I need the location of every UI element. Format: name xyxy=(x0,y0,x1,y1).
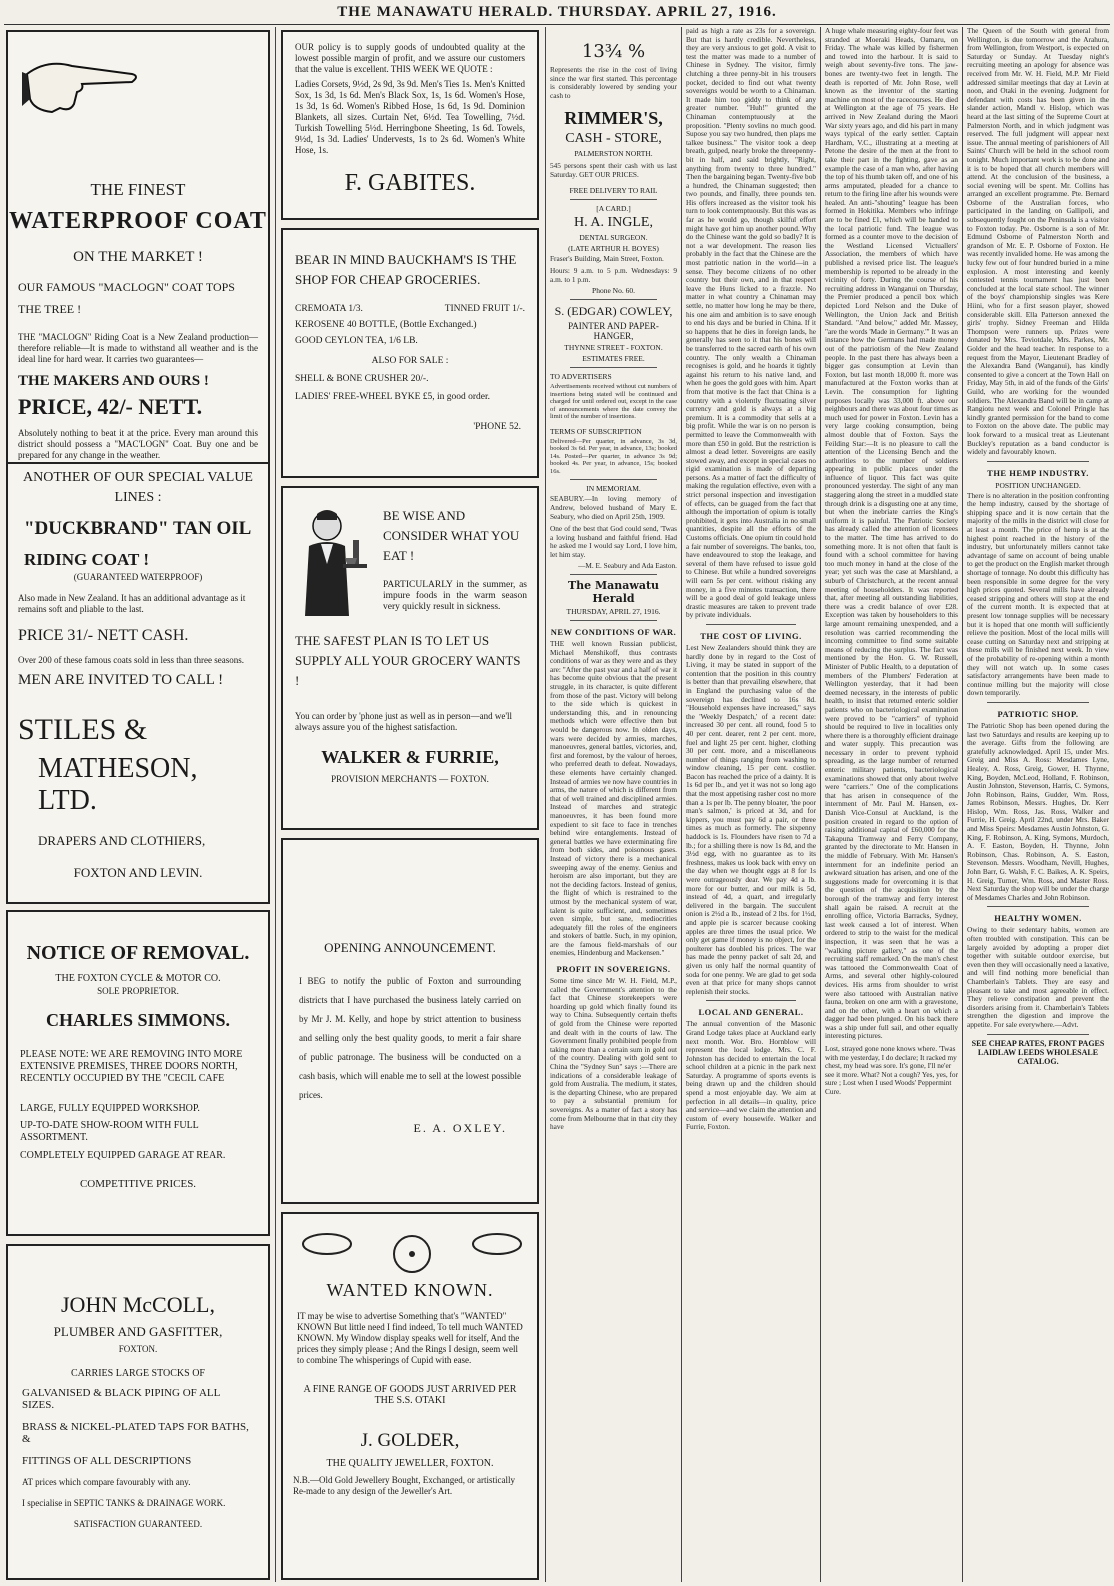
heading-patriotic-shop: PATRIOTIC SHOP. xyxy=(997,708,1079,719)
column-3 xyxy=(550,27,677,1582)
subscription-body: Delivered—Per quarter, in advance, 3s 3d, booked 3s 6d. Per year, in advance, 13s; booked 14s. Posted—Per quarter, in advance 3s 9d; booked 4s. Per year, in advance, 15s; booked 16s. xyxy=(550,437,677,475)
peppermint-poem: Lost, strayed gone none knows where. 'Twas with me yesterday, I do declare; It racked my chest, my head was sore. It's gone, I'll ne'er see it more. What? Not a cough? Yes, yes, for sure ; Lost when I used Woods' Peppermint Cure. xyxy=(825,1044,958,1097)
advertisers-body: Advertisements received without cut numbers of insertions being stated will be continued and charged for until ordered out, except in the case of announcements where the date convey the limit of the number of insertions. xyxy=(550,383,677,421)
duckbrand-body: Also made in New Zealand. It has an additional advantage as it remains soft and pliable to the last. xyxy=(18,593,246,614)
golder-nb: N.B.—Old Gold Jewellery Bought, Exchanged, or artistically Re-made to any design of the Jeweller's Art. xyxy=(293,1475,515,1496)
oxley-title: OPENING ANNOUNCEMENT. xyxy=(324,940,496,955)
column-4 xyxy=(686,27,816,1582)
cowley-trade: PAINTER AND PAPER-HANGER, xyxy=(568,321,659,342)
firm-name-1: STILES & xyxy=(18,713,148,746)
guaranteed-line: (GUARANTEED WATERPROOF) xyxy=(73,572,203,582)
firm-name-2: MATHESON, LTD. xyxy=(38,753,198,816)
article-patriotic: The Patriotic Shop has been opened during the last two Saturdays and results are keeping up to the average. Gifts from the following are gratefully acknowledged. April 15, under Mrs. Greig and Miss A. Ross: Mesdames Lyne, Healey, A. Ross, Greig, Gower, H. Thynne, King, Boyden, McLeod, Holland, F. Robinson, Austin Johnston, Stevenson, Harris, C. Symons, John Robinson, Rains, Gudder, Wm. Ross, James Robinson, Messrs. Hughes, Dr. Kerr Hislop, Wm. Ross, Jas. Ross, Walker and Furrie, H. Greig. April 22nd, under Mrs. Baker and Miss Speirs: Mesdames Austin Johnston, G. King, F. Robinson, A. King, Symons, Murdoch, A. F. Easton, Boyden, H. Thynne, John Robinson, Chas. Robinson, A. S. Easton, Stevenson. Messrs. Woodham, Nevill, Hughes, John Barr, G. Walsh, F. C. Baikes, A. K. Speirs, H. Greig, Turner, Wm. Ross, and Master Ross. Next Saturday the shop will be under the charge of Mesdames Charles and John Robinson. xyxy=(967,720,1109,902)
mccoll-line-4: FITTINGS OF ALL DESCRIPTIONS xyxy=(22,1455,192,1467)
column-rule xyxy=(962,27,963,1582)
article-local-continued: A huge whale measuring eighty-four feet was stranded at Moeraki Heads, Oamaru, on Friday. The whale was killed by fishermen and towed into the harbour. It is said to weigh about seventy-five tons. The jaw-bones are twenty-two feet in length. The death is reported of Mr. John Rose, well known as the inventor of the starting machine on most of the racecourses. He died at Wellington at the age of 75 years. He arrived in New Zealand during the Maori War sixty years ago, and did his part in many ways typical of the early settler. Captain Hardham, V.C., illustrating at a meeting at Petone the desire of the men at the front to take their part in the fighting, gave as an example the case of a man who, after having the top of his thumb taken off, and one of his arms amputated, pleaded for a chance to return to the firing line after his wounds were healed. An anti-"shouting" league has been formed in Hokitika. Members who infringe are to be fined £1, which will be handed to the local patriotic fund. The league was formed as a counter move to the decision of the Westland Licensed Victuallers' Association, the members of which have published a revised price list. The league's membership is reported to be already in the vicinity of forty. During the course of his recruiting address in Wanganui on Thursday, the Premier produced a pencil box which depicted Lord Nelson and the Duke of Wellington, the Union Jack and British Standard. "And below," added Mr. Massey, "are the words 'Made in Germany.'" It was an instance how the Germans had made money out of the patriotism of the New Zealand people. In the past there has always been a bigger gas consumption at Levin than Foxton, but last month 18,000 ft. more was manufactured at the Foxton works than at Levin. The consumption for lighting purposes locally was 33,000 ft. above our neighbours and there was about four times as much used for power in Foxton. Levin has a very large cooking consumption, being almost double that of Foxton. Says the Feilding Star:—It is no pleasure to call the attention of the Licensing Bench and the authorities to the number of soldiers appearing in public places under the influence of liquor. This fact was quite pronounced yesterday. The sight of any man staggering along the street in a muddled state through drink is a disgusting one at any time, but when the inebriate carries the King's uniform it is painful. The Patriotic Society has already called the attention of licensees to the matter. The time has arrived to do something more. It is not often that fault is found with a school committee for having too much money in hand at the close of the year; yet such was the case at Marshland, a suburb of Christchurch, at the recent annual meeting of householders. It was reported that, after meeting all outstanding liabilities, there was a credit balance of over £28. Exception was taken by householders to this large amount remaining unexpended, and a resolution was carried recommending the incoming committee to find some suitable means of reducing the surplus. The fact was mentioned by the Hon. G. W. Russell, Minister of Public Health, to a deputation of members of the Plumbers' Federation at Wellington yesterday, that it had been deemed necessary, in the interests of public health, to insist that returned enteric soldier patients who on bacteriological examination were proved to be "carriers" of typhoid should be required to live in localities only where there is a thoroughly efficient drainage and water supply. This precaution was necessary in order to prevent typhoid spreading, as the large number of returned enteric military patients, bacteriological examinations showed that only about twelve were "carriers." One of the complications that has arisen in consequence of the internment of Mr. Paul M. Hansen, ex-Danish Vice-Consul at Auckland, is the position created in regard to the option of raising additional capital of £60,000 for the Takapuna Tramway and Ferry Company, granted by the directorate to Mr. Hansen in the middle of February. With Mr. Hansen's internment for an indefinite period an awkward situation has arisen, and one of the suggestions made for overcoming it is that the question of the acquisition by the borough of the tramway and ferry interest shall again be raised. A recruit at the enrolling office, Victoria Barracks, Sydney, last week caused a lot of interest. When ordered to strip to the waist for the medical inspection, it was seen that he was a "walking picture gallery," as one of the recruiting staff remarked. On the man's chest was tattooed the Commonwealth Coat of Arms, and several other highly-coloured devices. His arms from shoulder to wrist were also tattooed with Australian native fauna, broken on one arm with a gravestone, and on the other, with a heart on which a dagger had been plunged. On his back there was a ship under full sail, and other equally interesting pictures. xyxy=(825,27,958,1041)
rimmer-percent: 13¾ % xyxy=(581,41,646,62)
heading-hemp-sub: POSITION UNCHANGED. xyxy=(995,480,1081,490)
bauckham-kerosene: KEROSENE 40 BOTTLE, (Bottle Exchanged.) xyxy=(295,320,477,330)
waiter-illustration-icon xyxy=(295,504,375,624)
heading-hemp: THE HEMP INDUSTRY. xyxy=(987,467,1089,478)
herald-date: THURSDAY, APRIL 27, 1916. xyxy=(566,607,661,617)
ingle-late: (LATE ARTHUR H. BOYES) xyxy=(568,243,659,253)
mccoll-line-2: GALVANISED & BLACK PIPING OF ALL SIZES. xyxy=(22,1387,220,1411)
rimmer-body-2: 545 persons spent their cash with us last Saturday. GET OUR PRICES. xyxy=(550,161,677,179)
firm-drapers: DRAPERS AND CLOTHIERS, xyxy=(38,833,206,848)
subscription-title: TERMS OF SUBSCRIPTION xyxy=(550,426,642,436)
walker-furrie-ad xyxy=(281,486,539,830)
bauckham-tinned-fruit: TINNED FRUIT 1/-. xyxy=(444,304,525,314)
article-hemp: There is no alteration in the position confronting the hemp industry, caused by the shortage of shipping space and it is now certain that the majority of the mills in the district will close for at least a month. The price of hemp is at the highest point reached in the history of the industry, but unfortunately millers cannot take advantage of same on account of being unable to get the product on the English market through shortage of tonnage. No doubt this difficulty has been responsible in some degree for the very high prices quoted. Several mills have already ceased stripping and others will stop at the end of the current month. It is expected that at present low tonnage supplies will be necessary but it is hoped that one month will sufficiently relieve the position. Most of the local mills will cease cutting on Saturday next and stripping at these mills will be finished next week. In view of the probability of re-opening within a month they will not watch up. In some cases satisfactory arrangements have been made to continue milling but the majority will close down temporarily. xyxy=(967,490,1109,698)
cowley-estimates: ESTIMATES FREE. xyxy=(582,354,645,364)
column-rule xyxy=(275,27,276,1582)
bauckham-tea: GOOD CEYLON TEA, 1/6 LB. xyxy=(295,336,418,346)
article-sovereigns-continued: paid as high a rate as 23s for a sovereign. But that is hardly credible. Nevertheless, they are very anxious to get gold. A visit to test the matter was made to a number of Chinese in Sydney. The visitor, firmly clutching a three penny-bit in his trousers pocket, decided to find out what twenty sovereigns would be worth to a Chinaman. It made him too giddy to think of any greater number. "Huh!" grunted the Chinaman contemptuously at the proposition. "Plenty sovlins no much good. Supose you say two hundred, then plaps me talkee business." The visitor took a deep breath, gulped, nearly broke the threepenny-bit in half, and said brightly, "Right, anything from twenty to three hundred." Then the bargaining began. Twenty-five bob a hundred, the Chinaman suggested; then two pounds, and finally, three pounds ten. His offers increased as the visitor took his turn to look contemptuously. But this was as far as he would go, though skilful effort might have got him up another pound. Why do the Chinese want the gold so badly? It is not a war development. The reason lies probably in the fact that the Chinese are the most patriotic nation in the world—in a sense. They become citizens of no other country but their own, and in that respect leave the Huns licked to a frazzle. No matter in what country a Chinaman may settle, no matter how long he may be there, his one aim and ambition is to save enough to end his days and be buried in China. If it so happens that he dies in foreign lands, he generally has seen to it that his bones will be transferred to the sacred earth of his own country. The only wealth a Chinaman recognises is gold, and he hoards it tightly against his return to his native land, and when he goes the gold goes with him. Apart from that motive is the fact that China is a country with a violently fluctuating silver currency and gold is always at a big premium. It is a commodity that sells at a big profit. While the war is on no person is permitted to leave the Commonwealth with more than £50 in gold. But the restriction is almost a dead letter. Sovereigns are easily stowed away, and except in special cases no rigid examination is made of departing persons. As a matter of fact the difficulty of making the regulation effective, even with a strict personal inspection and investigation of effects, can be guaged from the fact that although the importation of opium is totally prohibited, it gets into Australia in no small quantities, despite all the efforts of the Customs officials. One opium tin could hold a fair number of sovereigns. The banks, too, have endeavoured to stop the leakage, and several of them have refused to issue gold to Chinese. But while a hundred sovereigns will earn 5s per cent. without risking any money, in a five minutes transaction, there will be a good deal of gold leakage unless drastic measures are taken to prevent trade by private individuals. xyxy=(686,27,816,620)
laidlaw-ad: SEE CHEAP RATES, FRONT PAGES LAIDLAW LEEDS WHOLESALE CATALOG. xyxy=(971,1038,1105,1066)
removal-line-2: UP-TO-DATE SHOW-ROOM WITH FULL ASSORTMENT. xyxy=(20,1120,199,1143)
walker-line-3: THE SAFEST PLAN IS TO LET US SUPPLY ALL YOUR GROCERY WANTS ! xyxy=(295,633,521,688)
golder-arrivals: A FINE RANGE OF GOODS JUST ARRIVED PER THE S.S. OTAKI xyxy=(303,1384,517,1406)
ingle-title: DENTAL SURGEON. xyxy=(579,232,648,242)
duckbrand-line: "DUCKBRAND" TAN OIL xyxy=(24,518,252,539)
removal-proprietor: SOLE PROPRIETOR. xyxy=(97,986,179,996)
bauckham-line-1: BEAR IN MIND BAUCKHAM'S IS THE SHOP FOR CHEAP GROCERIES. xyxy=(295,252,517,287)
pointing-hand-icon xyxy=(22,44,142,124)
price-42: PRICE, 42/- NETT. xyxy=(18,394,203,419)
makers-line: THE MAKERS AND OURS ! xyxy=(18,373,209,389)
removal-line-4: COMPETITIVE PRICES. xyxy=(79,1178,197,1190)
ingle-hours: Hours: 9 a.m. to 5 p.m. Wednesdays: 9 a.m. to 1 p.m. xyxy=(550,266,677,284)
column-6 xyxy=(967,27,1109,1582)
mccoll-line-3: BRASS & NICKEL-PLATED TAPS FOR BATHS, & xyxy=(22,1421,249,1445)
headline-tops: OUR FAMOUS "MACLOGN" COAT TOPS THE TREE ! xyxy=(18,280,235,316)
memoriam-body: SEABURY.—In loving memory of Andrew, beloved husband of Mary E. Seabury, who died on April 25th, 1909. xyxy=(550,494,677,521)
golder-poem: IT may be wise to advertise Something that's "WANTED" KNOWN But little need I find indeed, To tell much WANTED KNOWN. My Window display speaks well for itself, And the prices they simply please ; And the Rings I design, seem well to combine The whisperings of Cupid with ease. xyxy=(297,1311,523,1365)
cowley-address: THYNNE STREET - FOXTON. xyxy=(564,343,663,353)
cowley-name: S. (EDGAR) COWLEY, xyxy=(554,304,673,319)
golder-ad xyxy=(281,1212,539,1580)
firm-towns: FOXTON AND LEVIN. xyxy=(73,865,203,880)
herald-title: The Manawatu Herald xyxy=(567,579,660,606)
maclogn-body: THE "MACLOGN" Riding Coat is a New Zealand production—therefore reliable—It is made to withstand all weather and is the ideal line for hard wear. It carries two guarantees— xyxy=(18,332,258,364)
heading-local-general: LOCAL AND GENERAL. xyxy=(698,1007,804,1018)
mccoll-line-1: CARRIES LARGE STOCKS OF xyxy=(70,1368,205,1379)
bauckham-phone: 'PHONE 52. xyxy=(473,422,521,432)
masthead: THE MANAWATU HERALD. THURSDAY. APRIL 27, 1916. xyxy=(337,4,777,20)
walker-line-2: PARTICULARLY in the summer, as impure foods in the warm season very quickly result in sickness. xyxy=(383,580,527,612)
bauckham-crusher: SHELL & BONE CRUSHER 20/-. xyxy=(295,374,429,384)
golder-name: J. GOLDER, xyxy=(360,1430,460,1451)
maclogn-body-2: Absolutely nothing to beat it at the price. Every man around this district should possess a "MAC'LOGN" Coat. Buy one and be prepared for any change in the weather. xyxy=(18,428,258,460)
bauckham-cremoata: CREMOATA 1/3. xyxy=(295,304,363,314)
article-local-more: The Queen of the South with general from Wellington, is due tomorrow and the Arahura, from Wellington, from Westport, is expected on Saturday or Sunday. At Tuesday night's recruiting meeting an apology for absence was received from Mr. W. H. Field, M.P. Mr Field addressed similar meetings that day at Levin at noon, and Otaki in the evening. Judgment for defendant with costs has been given in the slander action, Mandl v. Hislop, which was heard at the last sitting of the Supreme Court at Palmerston North, and in which judgment was reserved. The full judgment will appear next issue. The annual meeting of parishioners of All Saints' Church will be held in the school room tonight. Much important work is to be done and it is to be hoped that all church members will attend. At the conclusion of the business, a social evening will be spent. Mr. Collins has arranged an excellent programme. Pte. Bernard Osborne of the Australian forces, who participated in the landing on Gallipoli, and subsequently fought on the Peninsula is a visitor to Foxton today. Pte. Osborne is a son of Mr. Edmund Osborne of Palmerston North and grandson of Mr. E. P. Osborne of Foxton. He was recently invalided home. He was among the lucky few out of four hundred buried in a mine explosion. A most interesting and keenly contested tennis tournament has just been concluded at the local state school. The winner of the boys' championship singles was Kere Hiini, who for a first season player, showed considerable skill. Ella Patterson annexed the girls' trophy. Sidney Freeman and Hilda Thompson were runners up. Prizes were donated by Mrs. Teviotdale, Mrs. Parkes, Mr. Golder and the head teacher. In response to a request from the Mayor, Lieutenant Bradley of the Alexandra Band (Wanganui), has kindly consented to give a concert at the Town Hall on Friday, May 5th, in aid of the funds of the Girls' Guild, who are working for the wounded soldiers. The Alexandra Band will be in camp at Rangiotu next week and Colonel Pringle has kindly granted permission for the band to come to Foxton on the above date. The public may look forward to a musical treat as Lieutenant Buckley's reputation as a band conductor is widely and favourably known. xyxy=(967,27,1109,457)
heading-cost-of-living: THE COST OF LIVING. xyxy=(700,630,802,641)
removal-note: PLEASE NOTE: WE ARE REMOVING INTO MORE EXTENSIVE PREMISES, THREE DOORS NORTH, RECENTLY OCCUPIED BY THE "CECIL CAFE xyxy=(20,1049,243,1084)
gabites-body: OUR policy is to supply goods of undoubted quality at the lowest possible margin of profit, and we assure our customers that the value is excellent. THIS WEEK WE QUOTE : xyxy=(295,42,525,74)
headline-market: ON THE MARKET ! xyxy=(73,249,203,265)
removal-title: NOTICE OF REMOVAL. xyxy=(26,942,250,964)
advertisers-title: TO ADVERTISERS xyxy=(550,372,612,382)
gabites-name: F. GABITES. xyxy=(344,170,476,196)
article-healthy-women: Owing to their sedentary habits, women are often troubled with constipation. This can be largely avoided by adopting a proper diet together with suitable outdoor exercise, but even then they will occasionally need a laxative, and will find nothing more beneficial than Chamberlain's Tablets. They are easy and pleasant to take and most agreeable in effect. They relieve constipation and prevent the disorders arising from it. Chamberlain's Tablets strengthen the digestion and improve the appetite. For sale everywhere.—Advt. xyxy=(967,925,1109,1029)
stiles-matheson-ad xyxy=(6,30,270,904)
mccoll-line-7: SATISFACTION GUARANTEED. xyxy=(73,1519,203,1529)
jewellery-illustration-icon xyxy=(297,1222,527,1282)
removal-line-1: LARGE, FULLY EQUIPPED WORKSHOP. xyxy=(20,1103,200,1114)
oxley-ad xyxy=(281,838,539,1204)
headline-waterproof: WATERPROOF COAT xyxy=(9,208,267,234)
bauckham-ad xyxy=(281,228,539,478)
oxley-name: E. A. OXLEY. xyxy=(413,1121,507,1135)
heading-healthy-women: HEALTHY WOMEN. xyxy=(994,913,1082,924)
john-mccoll-ad xyxy=(6,1244,270,1580)
column-rule xyxy=(545,27,546,1582)
mccoll-town: FOXTON. xyxy=(118,1344,158,1354)
walker-name: WALKER & FURRIE, xyxy=(321,747,499,767)
memoriam-verse: One of the best that God could send, 'Twas a loving husband and faithful friend. Had he asked me I would say Lord, I love him, let him stay. xyxy=(550,524,677,559)
article-cost-of-living: Lest New Zealanders should think they are hardly done by in regard to the Cost of Living, it may be stated in support of the contention that the position in this country is better than that prevailing elsewhere, that in England the purchasing value of the sovereign has declined to 16s 8d. "Household expenses have increased," says the 'Weekly Despatch,' of a recent date: increased 30 per cent. all round, food 5 to 40 per cent. dearer, rent 2 per cent. more, fuel and light 25 per cent. higher, clothing 30 per cent. more, and a miscellaneous number of things ranging from washing to window cleaning, 15 per cent. costlier. Bacon has reached the price of a dainty. It is 1s 6d per lb., and yet it was not so long ago that the most appetising rasher cost no more than a 1s per lb. The penny bloater, 'the poor man's salmon,' is priced at 3d, and for kippers, you must pay 6d a pair, or three times as much as formerly. The sixpenny haddock is 1s. Flounders have risen to 7d a lb.; for a shilling there is now 1s 8d, and the 3½d egg, with no guarantee as to its freshness, makes us look back with envy on the day when we thought eggs at 8 for 1s were outrageously dear. We pay 4d a lb. more for our butter, and our milk is 5d, instead of 4d, a quart, and irregularly delivered in the bargain. The succulent onion is 2½d a lb., instead of 2 lbs. for 1½d, and apple pie is scarcer because cooking apples are three times the usual price. We only get game if money is no object, for the poulterer has doubled his prices. The war has made the penny packet of salt 2d, and given us only half the normal quantity of soda for one penny. We are glad to get soda even at that price for many shops cannot replenish their stocks. xyxy=(686,642,816,996)
walker-line-1: BE WISE AND CONSIDER WHAT YOU EAT ! xyxy=(383,508,520,563)
special-lines: ANOTHER OF OUR SPECIAL VALUE LINES : xyxy=(23,470,253,505)
price-31: PRICE 31/- NETT CASH. xyxy=(18,627,189,644)
walker-line-4: You can order by 'phone just as well as in person—and we'll always assure you of the highest satisfaction. xyxy=(295,711,513,732)
riding-coat-line: RIDING COAT ! xyxy=(24,550,149,569)
duckbrand-body-2: Over 200 of these famous coats sold in less than three seasons. xyxy=(18,655,244,665)
heading-sovereigns: PROFIT IN SOVEREIGNS. xyxy=(556,964,671,975)
ingle-phone: Phone No. 60. xyxy=(592,286,635,296)
rimmer-town: PALMERSTON NORTH. xyxy=(574,149,653,159)
column-5 xyxy=(825,27,958,1582)
golder-title: WANTED KNOWN. xyxy=(326,1280,494,1300)
removal-line-3: COMPLETELY EQUIPPED GARAGE AT REAR. xyxy=(20,1150,226,1161)
article-local: The annual convention of the Masonic Grand Lodge takes place at Auckland early next month. Wor. Bro. Hornblow will represent the local lodge. Mrs. C. F. Johnston has decided to entertain the local school children at a picnic in the park next Saturday. A programme of sports events is being drawn up and the children should spend a most enjoyable day. We aim at perfection in all details—in quality, price and service—and we claim the attention and custom of every housewife. Walker and Furrie, Foxton. xyxy=(686,1019,816,1132)
oxley-body: I BEG to notify the public of Foxton and surrounding districts that I have purchased the business lately carried on by Mr J. M. Kelly, and hope by strict attention to business and selling only the best quality goods, to merit a fair share of public patronage. The business will be conducted on a cash basis, which will enable me to sell at the lowest possible prices. xyxy=(299,976,521,1100)
rimmer-store: CASH - STORE, xyxy=(565,131,662,147)
rimmer-name: RIMMER'S, xyxy=(564,108,663,129)
ingle-address: Fraser's Building, Main Street, Foxton. xyxy=(550,253,664,263)
removal-company: THE FOXTON CYCLE & MOTOR CO. xyxy=(55,973,221,984)
memoriam-sign: —M. E. Seabury and Ada Easton. xyxy=(578,560,677,570)
mccoll-name: JOHN McCOLL, xyxy=(61,1292,215,1317)
ingle-name: H. A. INGLE, xyxy=(574,214,653,230)
golder-subtitle: THE QUALITY JEWELLER, FOXTON. xyxy=(326,1458,494,1469)
bauckham-also: ALSO FOR SALE : xyxy=(371,356,449,366)
column-rule xyxy=(681,27,682,1582)
removal-name: CHARLES SIMMONS. xyxy=(45,1010,231,1030)
bauckham-byke: LADIES' FREE-WHEEL BYKE £5, in good order. xyxy=(295,392,491,402)
notice-of-removal-ad xyxy=(6,910,270,1236)
ingle-card: [A CARD.] xyxy=(596,203,631,213)
article-sovereigns: Some time since Mr W. H. Field, M.P., called the Government's attention to the fact that Chinese storekeepers were hoarding up gold which finally found its way to China. Subsequently certain thefts of gold from the Chinese were reported and dealt with in the courts of law. The Government finally prohibited people from taking more than a certain sum in gold out of the country. Dealing with gold sent to China the "Sydney Sun" says :—There are indications of a considerable leakage of gold from Australia. The medium, it states, is the departing Chinese, who are prepared to pay a substantial premium for sovereigns. As a matter of fact a story has come from Melbourne that in that city they have xyxy=(550,976,677,1132)
memoriam-title: IN MEMORIAM. xyxy=(586,484,641,494)
top-rule xyxy=(4,24,1110,25)
rimmer-free-delivery: FREE DELIVERY TO RAIL xyxy=(569,185,658,195)
gabites-list: Ladies Corsets, 9½d, 2s 9d, 3s 9d. Men's Ties 1s. Men's Knitted Sox, 1s 3d, 1s 6d. Men's Black Sox, 1s, 1s 6d. Women's Hose, 1s 3d, 1s 6d. Women's Ribbed Hose, 1s 6d, 1s 9d. Dominion Blankets, all sizes. Curtain Net, 6½d. Tea Towelling, 7½d. Turkish Towelling 5½d. Herringbone Sheeting, 1s 6d. Towels, 9½d, 1s 3d. Ladies' Undervests, 1s to 2s 6d. Women's White Hose, 1s. xyxy=(295,79,526,155)
mccoll-line-5: AT prices which compare favourably with any. xyxy=(22,1477,191,1487)
mccoll-line-6: I specialise in SEPTIC TANKS & DRAINAGE WORK. xyxy=(22,1498,226,1508)
rimmer-body: Represents the rise in the cost of living since the war first started. This percentage is considerably lowered by sending your cash to xyxy=(550,65,677,100)
article-war: THE well known Russian publicist, Michael Menshikoff, thus contrasts conditions of war as they were and as they are: "After the past year and a half of war it has become quite obvious that the present struggle, in its character, is quite different from those of the past. Victory will belong to the side which is quickest in understanding this, and in renouncing methods which were effective then but would be dangerous now. In olden days, wars were decided by armies, marches, manoeuvres, general battles, victories, and, first and foremost, by the valour of heroes, who preferred death to defeat. Nowadays, these elements have certainly changed. Instead of armies we now have countries in arms, the nature of which is different from that of well trained and disciplined armies. Instead of marches and strategic manoeuvres, it has been found more expedient to sit face to face in trenches behind wire entanglements. Instead of general battles we have exterminating fire from both sides, and poisonous gases. Instead of victory there is a mechanical sweeping away of the enemy. Genius and heroism are also important, but they are not the deciding factors. Instead of genius, the flight of which is restrained to the utmost by the mechanical system of war, talent is quite sufficient, and, sometimes even simple, but sane, mediocrities adequately fill the roles of the engineers and stokers of battle. Such, in my opinion, are the famous field-marshals of our enemies, Hindenburg and Mackensen." xyxy=(550,639,677,958)
walker-subtitle: PROVISION MERCHANTS — FOXTON. xyxy=(331,774,489,784)
men-invited: MEN ARE INVITED TO CALL ! xyxy=(18,672,224,688)
headline-finest: THE FINEST xyxy=(90,180,186,199)
gabites-ad xyxy=(281,30,539,220)
heading-war: NEW CONDITIONS OF WAR. xyxy=(550,627,677,638)
mccoll-trade: PLUMBER AND GASFITTER, xyxy=(53,1324,223,1339)
column-rule xyxy=(820,27,821,1582)
